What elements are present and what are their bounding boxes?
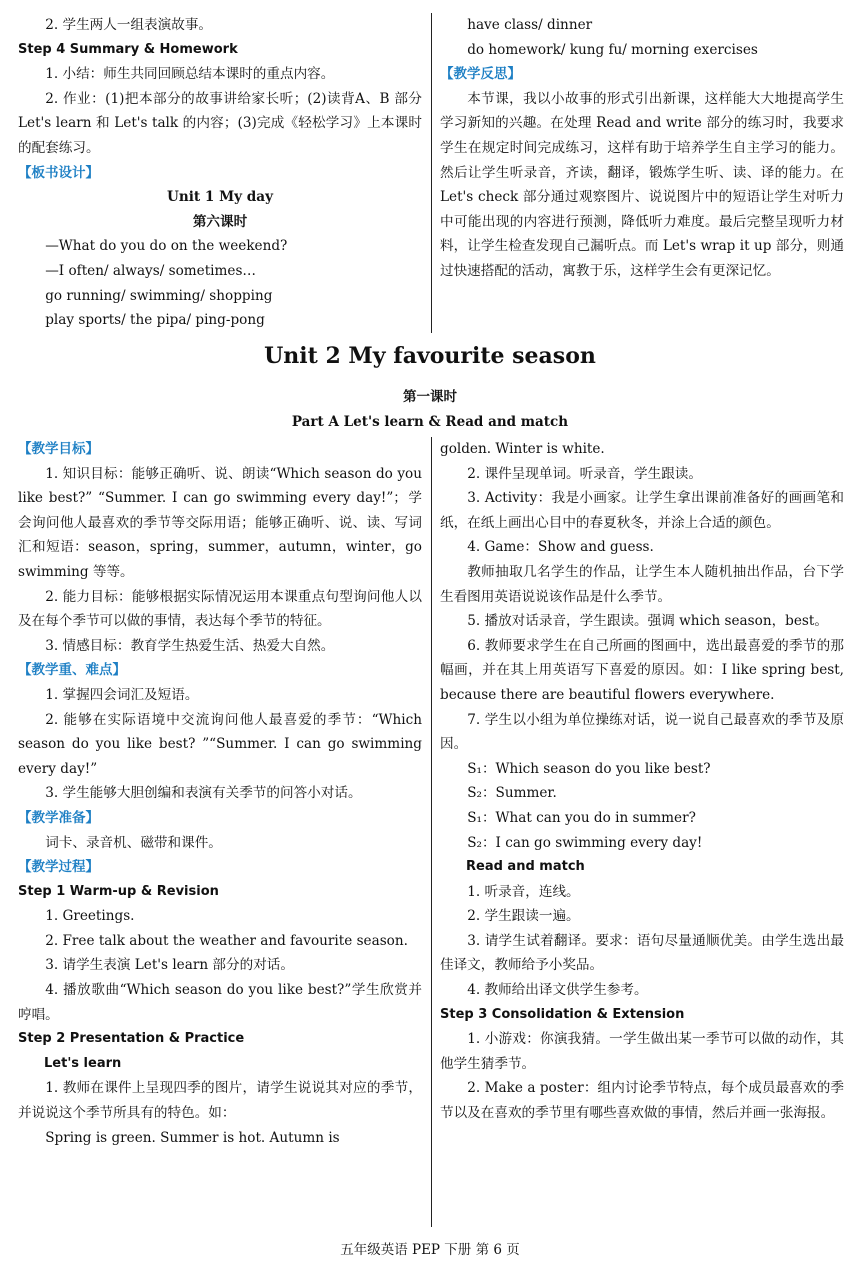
- paragraph: have class/ dinner: [467, 17, 593, 33]
- top-right-column: [440, 13, 844, 284]
- paragraph: —I often/ always/ sometimes…: [45, 262, 257, 279]
- paragraph: 词卡、录音机、磁带和课件。: [45, 834, 222, 851]
- paragraph: —What do you do on the weekend?: [45, 238, 288, 255]
- paragraph: 1. 小游戏：你演我猜。一学生做出某一季节可以做的动作，其他学生猜季节。: [440, 1031, 844, 1072]
- paragraph: 2. 学生跟读一遍。: [467, 908, 580, 925]
- section-heading: 【教学目标】: [18, 441, 99, 457]
- paragraph: 1. 听录音，连线。: [467, 883, 580, 900]
- paragraph: 1. 掌握四会词汇及短语。: [45, 686, 199, 703]
- step-heading: Let's learn: [44, 1055, 122, 1071]
- step-heading: Step 2 Presentation & Practice: [18, 1031, 245, 1047]
- paragraph: 5. 播放对话录音，学生跟读。强调 which season，best。: [467, 613, 828, 630]
- board-title: Unit 1 My day: [167, 189, 273, 206]
- paragraph: 2. 课件呈现单词。听录音，学生跟读。: [467, 465, 702, 482]
- paragraph: 4. 播放歌曲“Which season do you like best?”学生欣赏并哼唱。: [18, 982, 422, 1023]
- paragraph: 2. Free talk about the weather and favourite season.: [45, 932, 408, 949]
- section-heading: 【板书设计】: [18, 164, 99, 181]
- paragraph: 1. 知识目标：能够正确听、说、朗读“Which season do you like best?” “Summer. I can go swimming every day!”；学会询问他人最喜欢的季节等交际用语；能够正确听、说、读、写词汇和短语：season，spring，summer，autumn，winter，go swimming 等等。: [18, 465, 422, 580]
- section-heading: 【教学反思】: [440, 66, 521, 83]
- paragraph: 4. Game：Show and guess.: [467, 539, 654, 556]
- step-heading: Step 1 Warm-up & Revision: [18, 883, 219, 899]
- section-heading: 【教学过程】: [18, 859, 99, 876]
- paragraph: 3. Activity：我是小画家。让学生拿出课前准备好的画画笔和纸，在纸上画出心目中的春夏秋冬，并涂上合适的颜色。: [440, 490, 844, 531]
- paragraph: 7. 学生以小组为单位操练对话，说一说自己最喜欢的季节及原因。: [440, 711, 844, 753]
- paragraph: 4. 教师给出译文供学生参考。: [467, 982, 648, 999]
- section-heading: 【教学重、难点】: [18, 662, 126, 679]
- page-footer: 五年级英语 PEP 下册 第 6 页: [340, 1242, 520, 1258]
- paragraph: do homework/ kung fu/ morning exercises: [467, 41, 758, 58]
- step-heading: Step 4 Summary & Homework: [18, 41, 238, 57]
- paragraph: S₁：Which season do you like best?: [467, 760, 711, 777]
- section-heading: 【教学准备】: [18, 809, 99, 826]
- paragraph: 1. Greetings.: [45, 908, 135, 925]
- paragraph: 本节课，我以小故事的形式引出新课，这样能大大地提高学生学习新知的兴趣。在处理 Read and write 部分的练习时，我要求学生在规定时间完成练习，这样有助于培养学生自主学习的能力。然后让学生听录音，齐读，翻译，锻炼学生听、读、译的能力。在 Let's check 部分通过观察图片、说说图片中的短语让学生对听力中可能出现的内容进行预测，降低听力难度。最后完整呈现听力材料，让学生检查发现自己漏听点。而 Let's wrap it up 部分，则通过快速搭配的活动，寓教于乐，这样学生会有更深记忆。: [440, 90, 844, 279]
- paragraph: 3. 请学生表演 Let's learn 部分的对话。: [45, 957, 294, 974]
- paragraph: Spring is green. Summer is hot. Autumn is: [45, 1129, 340, 1146]
- column-divider-bottom: [431, 437, 432, 1227]
- paragraph: play sports/ the pipa/ ping-pong: [45, 312, 265, 329]
- paragraph: golden. Winter is white.: [440, 441, 605, 457]
- board-title: 第六课时: [192, 213, 248, 230]
- column-divider-top: [431, 13, 432, 333]
- paragraph: 教师抽取几名学生的作品，让学生本人随机抽出作品，台下学生看图用英语说说该作品是什么季节。: [440, 563, 844, 605]
- paragraph: 2. 能够在实际语境中交流询问他人最喜爱的季节：“Which season do you like best? ”“Summer. I can go swimming every day!”: [18, 711, 422, 777]
- paragraph: go running/ swimming/ shopping: [45, 287, 273, 304]
- paragraph: 3. 请学生试着翻译。要求：语句尽量通顺优美。由学生选出最佳译文，教师给予小奖品。: [440, 932, 844, 974]
- paragraph: 2. 能力目标：能够根据实际情况运用本课重点句型询问他人以及在每个季节可以做的事情，表达每个季节的特征。: [18, 588, 422, 630]
- lesson-title: 第一课时: [403, 389, 457, 405]
- unit-title: Unit 2 My favourite season: [264, 343, 596, 369]
- lesson-subtitle: Part A Let's learn & Read and match: [291, 414, 569, 430]
- paragraph: 2. 作业：(1)把本部分的故事讲给家长听；(2)读背A、B 部分 Let's learn 和 Let's talk 的内容；(3)完成《轻松学习》上本课时的配套练习。: [18, 90, 422, 156]
- paragraph: 1. 小结：师生共同回顾总结本课时的重点内容。: [45, 66, 335, 83]
- paragraph: 2. 学生两人一组表演故事。: [45, 17, 213, 33]
- bottom-left-column: [18, 437, 422, 1150]
- step-heading: Step 3 Consolidation & Extension: [440, 1006, 685, 1022]
- paragraph: 6. 教师要求学生在自己所画的图画中，选出最喜爱的季节的那幅画，并在其上用英语写下喜爱的原因。如：I like spring best, because there are beautiful flowers everywhere.: [440, 637, 844, 703]
- paragraph: S₂：Summer.: [467, 785, 557, 802]
- paragraph: 3. 情感目标：教育学生热爱生活、热爱大自然。: [45, 637, 335, 654]
- paragraph: S₂：I can go swimming every day!: [467, 834, 703, 851]
- paragraph: 1. 教师在课件上呈现四季的图片，请学生说说其对应的季节，并说说这个季节所具有的特色。如：: [18, 1080, 422, 1122]
- paragraph: S₁：What can you do in summer?: [467, 809, 696, 826]
- step-heading: Read and match: [466, 859, 585, 875]
- paragraph: 3. 学生能够大胆创编和表演有关季节的问答小对话。: [45, 785, 362, 802]
- paragraph: 2. Make a poster：组内讨论季节特点，每个成员最喜欢的季节以及在喜欢的季节里有哪些喜欢做的事情，然后并画一张海报。: [440, 1080, 844, 1122]
- top-left-column: [18, 13, 422, 333]
- bottom-right-column: [440, 437, 844, 1126]
